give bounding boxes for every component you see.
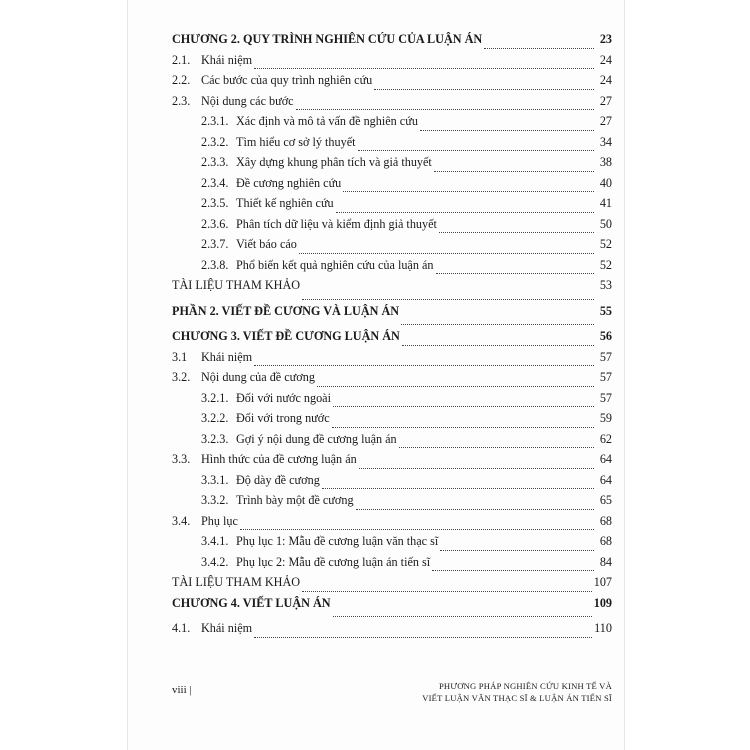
dot-leader [374,88,594,90]
toc-entry-title: Khái niệm [201,349,253,364]
toc-entry-title: CHƯƠNG 4. VIẾT LUẬN ÁN [172,595,331,610]
dot-leader [420,129,594,131]
toc-entry-number: 4.1. [172,621,191,635]
dot-leader [359,467,594,469]
toc-entry-number: 2.1. [172,52,191,67]
toc-entry-title: Khái niệm [201,621,253,635]
dot-leader [322,487,594,489]
running-title-line-1: PHƯƠNG PHÁP NGHIÊN CỨU KINH TẾ VÀ [438,681,612,691]
toc-entry-title: Phụ lục 2: Mẫu đề cương luận án tiến sĩ [236,554,431,569]
toc-entry-title: Phổ biến kết quả nghiên cứu của luận án [236,257,434,272]
toc-entry-page: 57 [599,370,612,384]
toc-entry-page: 34 [599,134,612,149]
toc-entry [172,258,612,279]
toc-entry-number: 2.3.4. [201,175,229,190]
toc-entry-page: 53 [599,278,612,292]
toc-entry-number: 2.3.1. [201,114,229,128]
running-title-line-2: VIẾT LUẬN VĂN THẠC SĨ & LUẬN ÁN TIẾN SĨ [422,693,612,703]
toc-entry [172,73,612,94]
toc-entry-title: CHƯƠNG 2. QUY TRÌNH NGHIÊN CỨU CỦA LUẬN ÁN [172,32,483,46]
toc-entry [172,304,612,330]
toc-entry-page: 24 [599,52,612,67]
toc-entry [172,473,612,494]
toc-entry-number: 2.3.8. [201,257,229,272]
toc-entry-number: 3.1 [172,349,188,364]
toc-entry-title: Phụ lục [201,513,238,528]
toc-entry-title: Độ dày đề cương [236,472,320,487]
toc-entry-page: 64 [599,472,612,487]
toc-entry-page: 50 [599,216,612,231]
toc-entry [172,350,612,371]
toc-entry-number: 2.3.2. [201,134,229,149]
toc-entry-page: 40 [599,175,612,190]
toc-entry-title: Nội dung các bước [201,93,294,108]
toc-entry [172,534,612,555]
toc-entry-number: 3.3. [172,452,191,466]
toc-entry-page: 59 [599,411,612,425]
toc-entry-page: 110 [594,621,612,635]
toc-entry-page: 109 [593,595,612,610]
toc-entry-page: 24 [599,73,612,87]
toc-entry-title: Xác định và mô tả vấn đề nghiên cứu [236,114,418,128]
toc-entry-page: 41 [599,196,612,210]
toc-entry-number: 3.4. [172,513,191,528]
toc-entry [172,370,612,391]
toc-entry [172,575,612,596]
dot-leader [254,364,594,366]
toc-entry-title: Xây dựng khung phân tích và giả thuyết [236,155,432,169]
dot-leader [254,636,592,638]
dot-leader [302,590,592,592]
toc-entry-title: Hình thức của đề cương luận án [201,452,357,466]
toc-entry-number: 3.3.2. [201,493,229,507]
toc-entry [172,493,612,514]
toc-entry [172,176,612,197]
page-number: viii | [172,684,192,696]
toc-entry-page: 68 [599,513,612,528]
toc-entry-page: 68 [599,534,612,548]
toc-entry-number: 3.2.1. [201,390,229,405]
dot-leader [302,298,594,300]
dot-leader [440,549,594,551]
toc-entry [172,278,612,304]
toc-entry [172,114,612,135]
toc-entry-page: 55 [599,303,612,318]
toc-entry-title: Đối với trong nước [236,411,330,425]
toc-entry-number: 3.2. [172,370,191,384]
toc-entry [172,621,612,642]
toc-entry-title: TÀI LIỆU THAM KHẢO [172,575,301,589]
dot-leader [254,67,594,69]
dot-leader [333,615,592,617]
dot-leader [402,344,594,346]
toc-entry-page: 64 [599,452,612,466]
toc-entry-page: 57 [599,390,612,405]
dot-leader [240,528,594,530]
dot-leader [439,231,594,233]
dot-leader [296,108,594,110]
toc-entry [172,329,612,350]
toc-entry-title: Thiết kế nghiên cứu [236,196,334,210]
toc-entry-page: 27 [599,93,612,108]
toc-entry-number: 3.4.2. [201,554,229,569]
dot-leader [436,272,595,274]
toc-entry [172,596,612,622]
toc-entry-title: Trình bày một đề cương [236,493,354,507]
toc-entry [172,196,612,217]
running-title [422,680,612,704]
toc-entry-page: 52 [599,237,612,251]
toc-entry-number: 2.2. [172,73,191,87]
table-of-contents [172,32,612,642]
dot-leader [484,47,594,49]
toc-entry-title: Đề cương nghiên cứu [236,175,342,190]
toc-entry [172,432,612,453]
toc-entry-number: 2.3.3. [201,155,229,169]
dot-leader [356,508,594,510]
toc-entry-title: Gợi ý nội dung đề cương luận án [236,431,397,446]
toc-entry-title: TÀI LIỆU THAM KHẢO [172,278,301,292]
toc-entry-title: Phụ lục 1: Mẫu đề cương luận văn thạc sĩ [236,534,439,548]
toc-entry-number: 2.3.6. [201,216,229,231]
dot-leader [333,405,594,407]
dot-leader [332,426,594,428]
toc-entry-title: Khái niệm [201,52,253,67]
toc-entry-title: Các bước của quy trình nghiên cứu [201,73,373,87]
toc-entry [172,217,612,238]
toc-entry-title: Đối với nước ngoài [236,390,331,405]
toc-entry-page: 52 [599,257,612,272]
toc-entry-number: 3.2.2. [201,411,229,425]
toc-entry-title: Nội dung của đề cương [201,370,315,384]
toc-entry-page: 107 [593,575,612,589]
toc-entry [172,155,612,176]
toc-entry-title: CHƯƠNG 3. VIẾT ĐỀ CƯƠNG LUẬN ÁN [172,329,400,343]
toc-entry-number: 2.3.7. [201,237,229,251]
toc-entry-page: 27 [599,114,612,128]
toc-entry-title: Tìm hiểu cơ sở lý thuyết [236,134,356,149]
toc-entry-title: Phân tích dữ liệu và kiểm định giả thuyết [236,216,437,231]
toc-entry [172,411,612,432]
toc-entry-page: 62 [599,431,612,446]
toc-entry-number: 2.3. [172,93,191,108]
dot-leader [434,170,594,172]
toc-entry-page: 23 [599,32,612,46]
toc-entry [172,555,612,576]
dot-leader [401,323,594,325]
toc-entry-page: 57 [599,349,612,364]
toc-entry-page: 38 [599,155,612,169]
toc-entry-number: 3.4.1. [201,534,229,548]
dot-leader [336,211,594,213]
toc-entry [172,32,612,53]
dot-leader [343,190,594,192]
toc-entry [172,94,612,115]
toc-entry-page: 65 [599,493,612,507]
toc-entry [172,237,612,258]
toc-entry [172,53,612,74]
dot-leader [299,252,594,254]
toc-entry [172,452,612,473]
toc-entry-page: 56 [599,329,612,343]
toc-entry-title: Viết báo cáo [236,237,297,251]
toc-entry [172,391,612,412]
toc-entry-title: PHẦN 2. VIẾT ĐỀ CƯƠNG VÀ LUẬN ÁN [172,303,400,318]
toc-entry-number: 2.3.5. [201,196,229,210]
toc-entry [172,135,612,156]
toc-entry [172,514,612,535]
toc-entry-number: 3.3.1. [201,472,229,487]
dot-leader [432,569,594,571]
dot-leader [358,149,594,151]
dot-leader [317,385,594,387]
toc-entry-number: 3.2.3. [201,431,229,446]
dot-leader [399,446,594,448]
toc-entry-page: 84 [599,554,612,569]
